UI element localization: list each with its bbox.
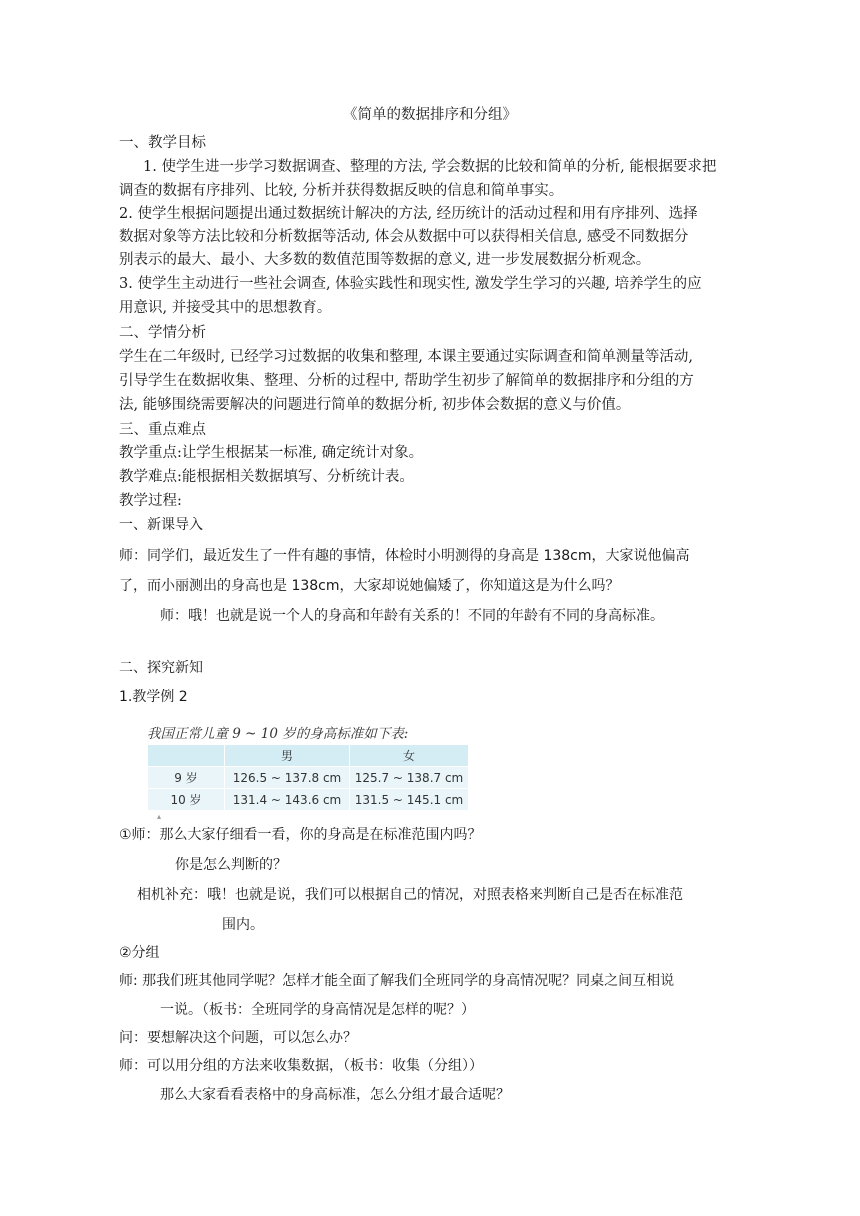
objective-2-line-3: 别表示的最大、最小、大多数的数值范围等数据的意义, 进一步发展数据分析观念。 xyxy=(119,252,651,268)
objective-3-line-2: 用意识, 并接受其中的思想教育。 xyxy=(119,300,332,316)
section-heading-key-points: 三、重点难点 xyxy=(119,422,206,438)
step2-teacher-answer: 师：可以用分组的方法来收集数据，（板书：收集（分组）） xyxy=(119,1058,483,1074)
table-header-cell: 男 xyxy=(225,745,350,767)
height-standard-table xyxy=(147,744,469,811)
difficulty-point: 教学难点:能根据相关数据填写、分析统计表。 xyxy=(119,469,414,485)
objective-3-line-1: 3. 使学生主动进行一些社会调查, 体验实践性和现实性, 激发学生学习的兴趣, 培养学生的应 xyxy=(119,276,702,292)
analysis-line-2: 引导学生在数据收集、整理、分析的过程中, 帮助学生初步了解简单的数据排序和分组的方 xyxy=(119,373,694,389)
document-title: 《简单的数据排序和分组》 xyxy=(343,107,517,123)
analysis-line-3: 法, 能够围绕需要解决的问题进行简单的数据分析, 初步体会数据的意义与价值。 xyxy=(119,397,631,413)
key-point: 教学重点:让学生根据某一标准, 确定统计对象。 xyxy=(119,445,424,461)
objective-1-line-2: 调查的数据有序排列、比较, 分析并获得数据反映的信息和简单事实。 xyxy=(119,183,564,199)
table-header-cell xyxy=(148,745,225,767)
section-heading-explore: 二、探究新知 xyxy=(119,660,203,676)
process-label: 教学过程: xyxy=(119,493,182,509)
intro-paragraph-line-2: 了，而小丽测出的身高也是 138cm，大家却说她偏矮了，你知道这是为什么吗？ xyxy=(119,578,620,594)
step2-teacher-line-1: 师: 那我们班其他同学呢？怎样才能全面了解我们全班同学的身高情况呢？同桌之间互相说 xyxy=(119,973,675,989)
table-cell: 125.7 ~ 138.7 cm xyxy=(350,767,469,789)
section-heading-intro: 一、新课导入 xyxy=(119,517,203,533)
step2-heading: ②分组 xyxy=(119,945,160,961)
step1-followup: 你是怎么判断的？ xyxy=(175,857,287,873)
step2-teacher-line-2: 一说。（板书：全班同学的身高情况是怎样的呢？） xyxy=(160,1002,475,1018)
table-cell: 10 岁 xyxy=(148,789,225,811)
step2-question: 问：要想解决这个问题，可以怎么办？ xyxy=(119,1030,357,1046)
objective-2-line-1: 2. 使学生根据问题提出通过数据统计解决的方法, 经历统计的活动过程和用有序排列、选择 xyxy=(119,206,698,222)
table-caption: 我国正常儿童 9 ~ 10 岁的身高标准如下表: xyxy=(147,726,409,742)
step1-supplement-line-2: 围内。 xyxy=(222,917,264,933)
section-heading-analysis: 二、学情分析 xyxy=(119,325,206,341)
table-row xyxy=(148,767,469,789)
table-cell: 131.4 ~ 143.6 cm xyxy=(225,789,350,811)
table-header-cell: 女 xyxy=(350,745,469,767)
table-cell: 126.5 ~ 137.8 cm xyxy=(225,767,350,789)
intro-paragraph-2: 师：哦！也就是说一个人的身高和年龄有关系的！不同的年龄有不同的身高标准。 xyxy=(160,608,664,624)
table-cell: 131.5 ~ 145.1 cm xyxy=(350,789,469,811)
section-heading-objectives: 一、教学目标 xyxy=(119,135,206,151)
step1-supplement-line-1: 相机补充：哦！也就是说，我们可以根据自己的情况，对照表格来判断自己是否在标准范 xyxy=(137,887,683,903)
step2-teacher-followup: 那么大家看看表格中的身高标准，怎么分组才最合适呢？ xyxy=(160,1087,510,1103)
table-row xyxy=(148,789,469,811)
intro-paragraph-line-1: 师：同学们，最近发生了一件有趣的事情，体检时小明测得的身高是 138cm，大家说他偏高 xyxy=(119,548,690,564)
table-header-row xyxy=(148,745,469,767)
objective-1-line-1: 1. 使学生进一步学习数据调查、整理的方法, 学会数据的比较和简单的分析, 能根据要求把 xyxy=(143,159,717,175)
example-label: 1.教学例 2 xyxy=(119,689,188,705)
table-cell: 9 岁 xyxy=(148,767,225,789)
step1-question: ①师：那么大家仔细看一看，你的身高是在标准范围内吗？ xyxy=(119,827,482,843)
anchor-mark: ▴ xyxy=(157,812,162,821)
objective-2-line-2: 数据对象等方法比较和分析数据等活动, 体会从数据中可以获得相关信息, 感受不同数据分 xyxy=(119,229,689,245)
analysis-line-1: 学生在二年级时, 已经学习过数据的收集和整理, 本课主要通过实际调查和简单测量等活动, xyxy=(119,349,694,365)
